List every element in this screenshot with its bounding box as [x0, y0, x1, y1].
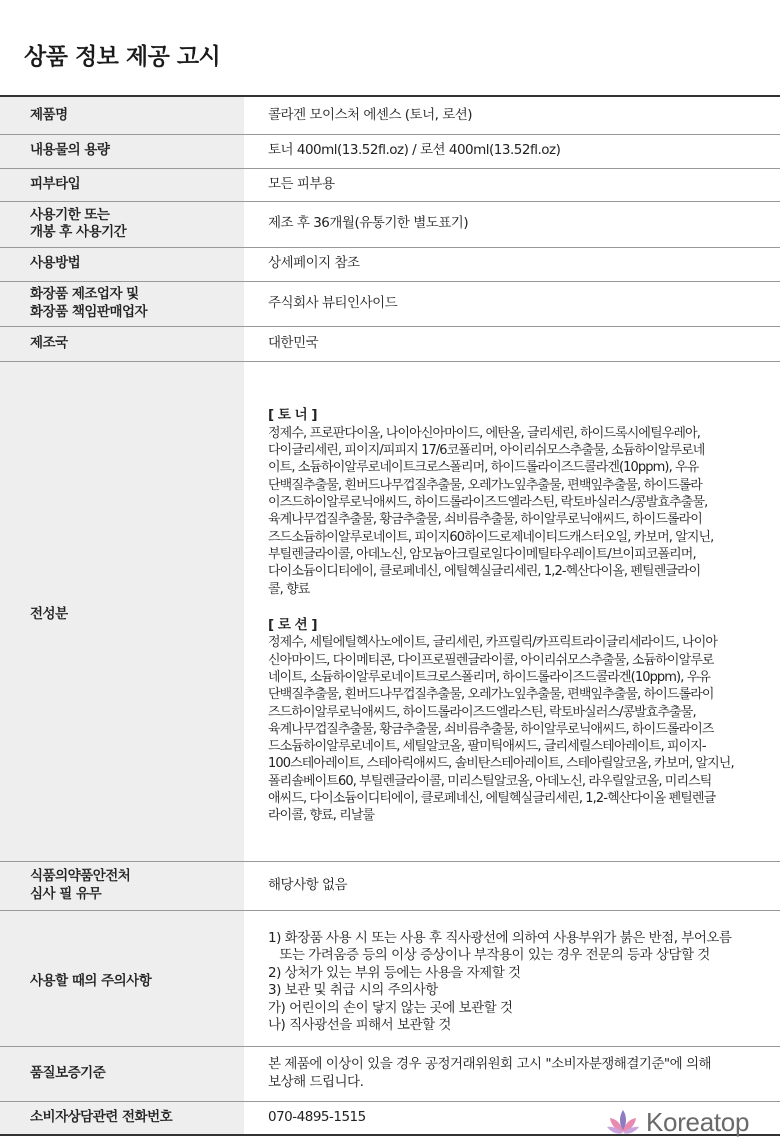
koreatop-logo	[606, 1104, 749, 1140]
toner-heading: [ 토 너 ]	[268, 407, 318, 424]
table-row	[0, 201, 780, 247]
table-row	[0, 281, 780, 326]
row-value-expiry: 제조 후 36개월(유통기한 별도표기)	[244, 201, 780, 247]
table-row	[0, 134, 780, 168]
table-row	[0, 910, 780, 1046]
table-row	[0, 96, 780, 134]
row-value-manufacturer: 주식회사 뷰티인사이드	[244, 281, 780, 326]
row-label-usage: 사용방법	[0, 247, 244, 281]
lotus-icon	[606, 1107, 640, 1137]
page-title: 상품 정보 제공 고시	[24, 44, 221, 70]
table-row	[0, 861, 780, 910]
table-row	[0, 1046, 780, 1101]
table-row	[0, 168, 780, 201]
row-label-expiry: 사용기한 또는 개봉 후 사용기간	[0, 201, 244, 247]
row-label-volume: 내용물의 용량	[0, 134, 244, 168]
lotion-heading: [ 로 션 ]	[268, 616, 318, 633]
row-label-product-name: 제품명	[0, 96, 244, 134]
logo-text: Koreatop	[646, 1106, 750, 1137]
row-value-ingredients	[244, 361, 780, 861]
row-label-quality: 품질보증기준	[0, 1046, 244, 1101]
row-value-country: 대한민국	[244, 326, 780, 361]
table-row	[0, 326, 780, 361]
row-value-volume: 토너 400ml(13.52fl.oz) / 로션 400ml(13.52fl.oz)	[244, 134, 780, 168]
row-value-skin-type: 모든 피부용	[244, 168, 780, 201]
row-label-phone: 소비자상담관련 전화번호	[0, 1101, 244, 1135]
row-value-caution: 1) 화장품 사용 시 또는 사용 후 직사광선에 의하여 사용부위가 붉은 반점, 부어오름 또는 가려움증 등의 이상 증상이나 부작용이 있는 경우 전문의 등과 상담할 것 2) 상처가 있는 부위 등에는 사용을 자제할 것 3) 보관 및 취급 시의 주의사항 가) 어린이의 손이 닿지 않는 곳에 보관할 것 나) 직사광선을 피해서 보관할 것	[244, 910, 780, 1046]
lotion-ingredients: 정제수, 세틸에틸헥사노에이트, 글리세린, 카프릴릭/카프릭트라이글리세라이드, 나이아 신아마이드, 다이메티콘, 다이프로필렌글라이콜, 아이리쉬모스추출물, 소듐하이알루로 네이트, 소듐하이알루로네이트크로스폴리머, 하이드롤라이즈드콜라겐(10ppm), 우유 단백질추출물, 흰버드나무껍질추출물, 오레가노잎추출물, 편백잎추출물, 하이드롤라이 즈드하이알루로닉애씨드, 하이드롤라이즈드엘라스틴, 락토바실러스/콩발효추출물, 육계나무껍질추출물, 황금추출물, 쇠비름추출물, 하이알루로닉애씨드, 하이드롤라이즈 드소듐하이알루로네이트, 세틸알코올, 팔미틱애씨드, 글리세릴스테아레이트, 피이지- 100스테아레이트, 스테아릭애씨드, 솔비탄스테아레이트, 스테아릴알코올, 카보머, 알지닌, 폴리솔베이트60, 부틸렌글라이콜, 미리스틸알코올, 아데노신, 라우릴알코올, 미리스틱 애씨드, 다이소듐이디티에이, 클로페네신, 에틸헥실글리세린, 1,2-헥산다이올 펜틸렌글 라이콜, 향료, 리날룰	[268, 635, 734, 824]
row-value-food-safety: 해당사항 없음	[244, 861, 780, 910]
row-value-usage: 상세페이지 참조	[244, 247, 780, 281]
table-row	[0, 361, 780, 861]
product-info-table	[0, 95, 780, 1136]
row-label-manufacturer: 화장품 제조업자 및 화장품 책임판매업자	[0, 281, 244, 326]
row-value-product-name: 콜라겐 모이스처 에센스 (토너, 로션)	[244, 96, 780, 134]
row-label-food-safety: 식품의약품안전처 심사 필 유무	[0, 861, 244, 910]
row-label-skin-type: 피부타입	[0, 168, 244, 201]
row-label-caution: 사용할 때의 주의사항	[0, 910, 244, 1046]
row-value-quality: 본 제품에 이상이 있을 경우 공정거래위원회 고시 "소비자분쟁해결기준"에 의해 보상해 드립니다.	[244, 1046, 780, 1101]
toner-ingredients: 정제수, 프로판다이올, 나이아신아마이드, 에탄올, 글리세린, 하이드록시에틸우레아, 다이글리세린, 피이지/피피지 17/6코폴리머, 아이리쉬모스추출물, 소듐하이알루로네 이트, 소듐하이알루로네이트크로스폴리머, 하이드롤라이즈드콜라겐(10ppm), 우유 단백질추출물, 흰버드나무껍질추출물, 오레가노잎추출물, 편백잎추출물, 하이드롤라 이즈드하이알루로닉애씨드, 하이드롤라이즈드엘라스틴, 락토바실러스/콩발효추출물, 육계나무껍질추출물, 황금추출물, 쇠비름추출물, 하이알루로닉애씨드, 하이드롤라이 즈드소듐하이알루로네이트, 피이지60하이드로제네이티드캐스터오일, 카보머, 알지닌, 부틸렌글라이콜, 아데노신, 암모늄아크릴로일다이메틸타우레이트/브이피코폴리머, 다이소듐이디티에이, 클로페네신, 에틸헥실글리세린, 1,2-헥산다이올, 펜틸렌글라이 콜, 향료	[268, 425, 714, 597]
row-value-phone: 070-4895-1515	[268, 1109, 366, 1125]
row-label-ingredients: 전성분	[0, 361, 244, 861]
table-row	[0, 247, 780, 281]
row-label-country: 제조국	[0, 326, 244, 361]
